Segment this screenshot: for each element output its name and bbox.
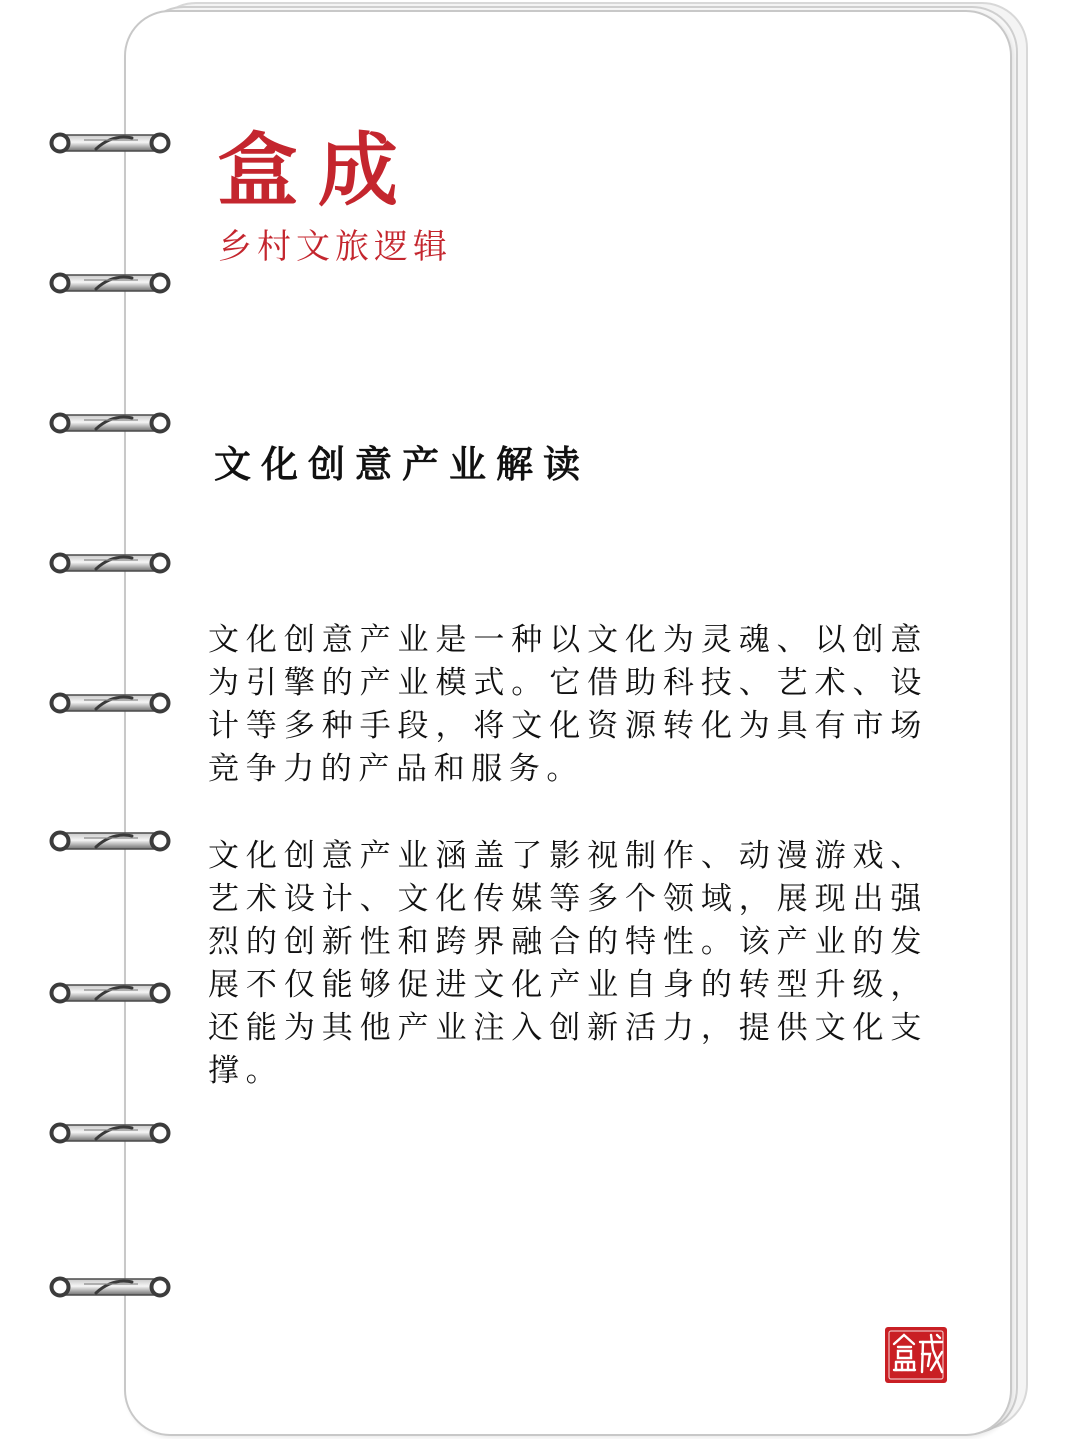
binder-ring-icon (48, 1118, 172, 1148)
binder-ring-icon (48, 826, 172, 856)
paragraph-1: 文化创意产业是一种以文化为灵魂、以创意为引擎的产业模式。它借助科技、艺术、设计等多种手段，将文化资源转化为具有市场竞争力的产品和服务。 (208, 622, 928, 787)
brand-title: 盒成 (218, 123, 418, 217)
binder-ring-icon (48, 408, 172, 438)
binder-ring-icon (48, 548, 172, 578)
binder-ring-icon (48, 978, 172, 1008)
seal-stamp-icon (884, 1326, 948, 1384)
section-title: 文化创意产业解读 (214, 442, 590, 486)
binder-ring-icon (48, 688, 172, 718)
binder-ring-icon (48, 1272, 172, 1302)
binder-ring-icon (48, 268, 172, 298)
paragraph-2: 文化创意产业涵盖了影视制作、动漫游戏、艺术设计、文化传媒等多个领域，展现出强烈的创新性和跨界融合的特性。该产业的发展不仅能够促进文化产业自身的转型升级，还能为其他产业注入创新活力，提供文化支撑。 (208, 838, 928, 1089)
binder-ring-icon (48, 128, 172, 158)
brand-tagline: 乡村文旅逻辑 (218, 227, 452, 267)
